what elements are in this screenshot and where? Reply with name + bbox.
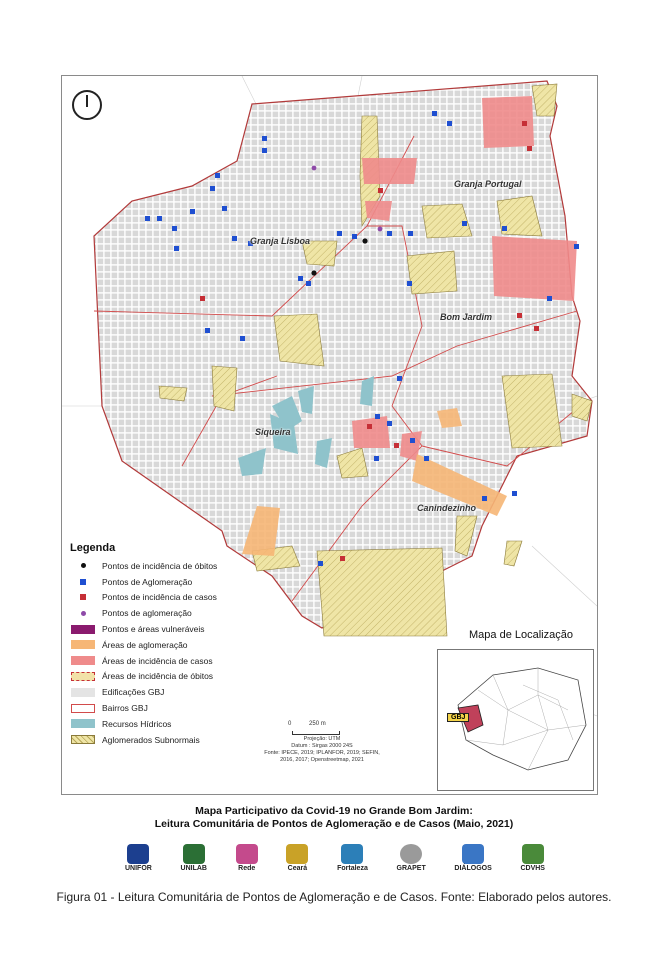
legend-label: Edificações GBJ [102, 687, 165, 698]
legend-label: Pontos e áreas vulneráveis [102, 624, 205, 635]
legend-item-edificacoes [70, 684, 270, 700]
fortaleza-logo-icon [341, 844, 363, 864]
purple-area-icon [71, 625, 95, 634]
legend-label: Pontos de incidência de óbitos [102, 560, 218, 571]
legend-item-bairros [70, 700, 270, 716]
legend-item-subnormais [70, 732, 270, 748]
north-arrow-icon [72, 90, 102, 120]
cdvhs-logo-icon [522, 844, 544, 864]
legend-label: Áreas de aglomeração [102, 639, 188, 650]
logo-cdvhs: CDVHS [520, 844, 545, 872]
legend-item-pontos-aglomeracao [70, 574, 270, 590]
label-granja-lisboa: Granja Lisboa [250, 236, 311, 246]
inset-gbj-tag: GBJ [447, 713, 469, 722]
legend-label: Pontos de Aglomeração [102, 576, 193, 587]
map-frame [61, 75, 598, 795]
map-legend [70, 542, 270, 748]
legend-label: Bairros GBJ [102, 703, 148, 714]
red-square-icon [80, 594, 86, 600]
scale-bar-labels [288, 721, 326, 727]
map-credits [252, 736, 392, 764]
scale-zero: 0 [288, 721, 292, 727]
legend-label: Aglomerados Subnormais [102, 734, 200, 745]
scale-distance: 250 m [309, 721, 326, 727]
water-area-icon [71, 719, 95, 728]
legend-item-pontos-casos [70, 590, 270, 606]
dashed-area-icon [71, 672, 95, 681]
legend-label: Recursos Hídricos [102, 718, 172, 729]
legend-title: Legenda [70, 542, 116, 554]
unifor-logo-icon [127, 844, 149, 864]
legend-item-pontos-aglomeracao-dot [70, 605, 270, 621]
map-title-line-2: Leitura Comunitária de Pontos de Aglomeração e de Casos (Maio, 2021) [154, 818, 514, 830]
logo-ceara: Ceará [286, 844, 308, 872]
credit-datum: Datum : Sirgas 2000 24S [291, 743, 353, 749]
logo-grapet: GRAPET [397, 844, 426, 872]
rede-logo-icon [236, 844, 258, 864]
legend-label: Pontos de aglomeração [102, 608, 192, 619]
figure-caption: Figura 01 - Leitura Comunitária de Pontos de Aglomeração e de Casos. Fonte: Elaborado pelos autores. [56, 890, 612, 904]
scale-bar [292, 731, 340, 735]
hatch-area-icon [71, 735, 95, 744]
orange-area-icon [71, 640, 95, 649]
legend-item-areas-casos [70, 653, 270, 669]
black-dot-icon [81, 563, 86, 568]
purple-dot-icon [81, 611, 86, 616]
credit-source-2: 2016, 2017; Openstreetmap, 2021 [280, 757, 364, 763]
logo-dialogos: DIÁLOGOS [454, 844, 491, 872]
legend-label: Áreas de incidência de casos [102, 655, 213, 666]
logo-unifor: UNIFOR [125, 844, 152, 872]
gray-area-icon [71, 688, 95, 697]
dialogos-logo-icon [462, 844, 484, 864]
legend-item-obitos [70, 558, 270, 574]
credit-projection: Projeção: UTM [303, 736, 341, 742]
blue-square-icon [80, 579, 86, 585]
map-title-line-1: Mapa Participativo da Covid-19 no Grande Bom Jardim: [195, 805, 473, 817]
legend-item-areas-obitos [70, 669, 270, 685]
legend-label: Pontos de incidência de casos [102, 592, 217, 603]
label-bom-jardim: Bom Jardim [440, 312, 493, 322]
logo-rede: Rede [236, 844, 258, 872]
inset-title: Mapa de Localização [469, 629, 573, 641]
partner-logos [125, 840, 545, 876]
label-granja-portugal: Granja Portugal [454, 179, 522, 189]
label-siqueira: Siqueira [255, 427, 291, 437]
logo-unilab: UNILAB [181, 844, 207, 872]
inset-location-map [437, 649, 594, 791]
grapet-logo-icon [400, 844, 422, 864]
red-outline-icon [71, 704, 95, 713]
label-canindezinho: Canindezinho [417, 503, 476, 513]
logo-fortaleza: Fortaleza [337, 844, 368, 872]
unilab-logo-icon [183, 844, 205, 864]
credit-source: Fonte: IPECE, 2019; IPLANFOR, 2019; SEFIN, [264, 750, 380, 756]
legend-item-vulneraveis [70, 621, 270, 637]
pink-area-icon [71, 656, 95, 665]
ceara-logo-icon [286, 844, 308, 864]
legend-label: Áreas de incidência de óbitos [102, 671, 214, 682]
legend-item-areas-aglomeracao [70, 637, 270, 653]
legend-item-recursos-hidricos [70, 716, 270, 732]
